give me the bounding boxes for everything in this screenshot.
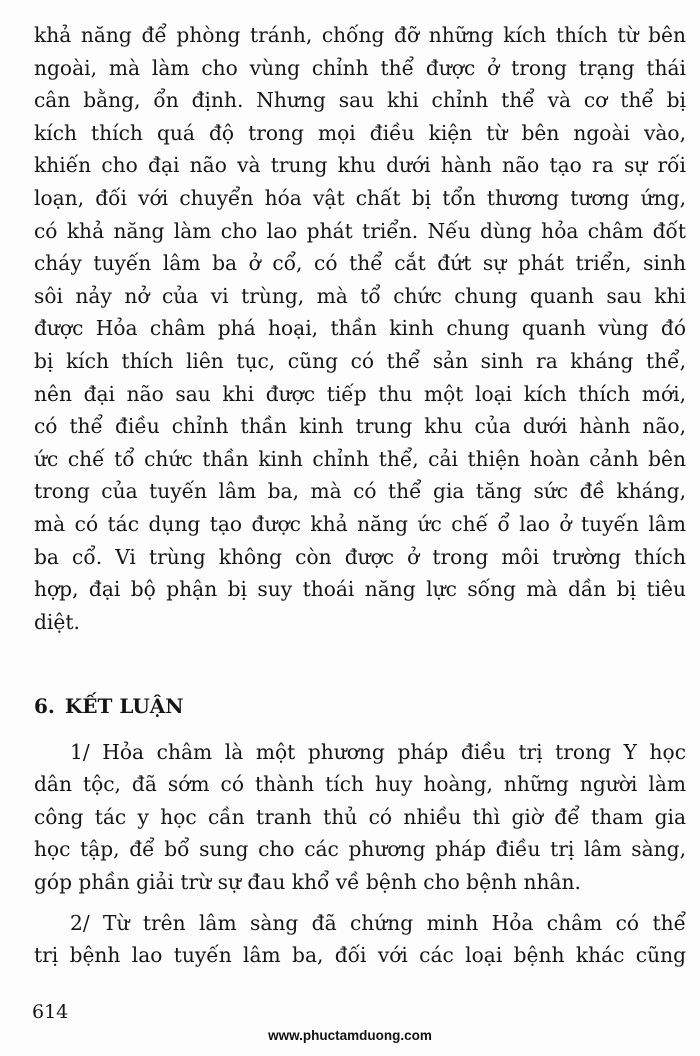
text-line: cân bằng, ổn định. Nhưng sau khi chỉnh thể và cơ thể bị bbox=[34, 88, 686, 113]
text-line: góp phần giải trừ sự đau khổ về bệnh cho bệnh nhân. bbox=[34, 869, 581, 894]
page-number: 614 bbox=[32, 1001, 69, 1023]
text-line: có khả năng làm cho lao phát triển. Nếu dùng hỏa châm đốt bbox=[34, 218, 686, 243]
text-line: ức chế tổ chức thần kinh chỉnh thể, cải thiện hoàn cảnh bên bbox=[34, 446, 686, 471]
footer-url: www.phuctamduong.com bbox=[268, 1028, 432, 1043]
text-line: học tập, để bổ sung cho các phương pháp điều trị lâm sàng, bbox=[34, 837, 686, 862]
text-line: 2/ Từ trên lâm sàng đã chứng minh Hỏa châm có thể bbox=[70, 911, 686, 936]
text-line: trong của tuyến lâm ba, mà có thể gia tăng sức đề kháng, bbox=[34, 479, 686, 504]
text-line: sôi nảy nở của vi trùng, mà tổ chức chung quanh sau khi bbox=[34, 283, 686, 308]
text-line: khả năng để phòng tránh, chống đỡ những kích thích từ bên bbox=[34, 23, 686, 47]
text-line: ba cổ. Vi trùng không còn được ở trong môi trường thích bbox=[34, 544, 686, 569]
text-line: cháy tuyến lâm ba ở cổ, có thể cắt đứt sự phát triển, sinh bbox=[34, 251, 686, 276]
paragraph-2 bbox=[34, 907, 686, 972]
section-title: KẾT LUẬN bbox=[64, 694, 184, 718]
text-line: trị bệnh lao tuyến lâm ba, đối với các loại bệnh khác cũng bbox=[34, 943, 686, 968]
text-line: công tác y học cần tranh thủ có nhiều thì giờ để tham gia bbox=[34, 804, 686, 829]
text-line: bị kích thích liên tục, cũng có thể sản sinh ra kháng thể, bbox=[34, 348, 686, 373]
text-line: loạn, đối với chuyển hóa vật chất bị tổn thương tương ứng, bbox=[34, 185, 686, 210]
section-number: 6. bbox=[34, 694, 55, 718]
text-line: mà có tác dụng tạo được khả năng ức chế ổ lao ở tuyến lâm bbox=[34, 511, 686, 536]
section-heading bbox=[34, 692, 184, 720]
text-line: 1/ Hỏa châm là một phương pháp điều trị trong Y học bbox=[70, 740, 686, 764]
text-line: khiến cho đại não và trung khu dưới hành não tạo ra sự rối bbox=[34, 153, 686, 178]
text-line: diệt. bbox=[34, 609, 80, 634]
text-line: nên đại não sau khi được tiếp thu một loại kích thích mới, bbox=[34, 381, 686, 406]
paragraph-1 bbox=[34, 736, 686, 898]
text-line: hợp, đại bộ phận bị suy thoái năng lực sống mà dần bị tiêu bbox=[34, 577, 686, 602]
body-paragraph bbox=[34, 19, 686, 638]
paragraph-gap bbox=[34, 898, 686, 907]
text-line: kích thích quá độ trong mọi điều kiện từ bên ngoài vào, bbox=[34, 120, 686, 145]
text-line: có thể điều chỉnh thần kinh trung khu của dưới hành não, bbox=[34, 414, 686, 439]
text-line: được Hỏa châm phá hoại, thần kinh chung quanh vùng đó bbox=[34, 316, 686, 341]
section-body bbox=[34, 736, 686, 972]
text-line: dân tộc, đã sớm có thành tích huy hoàng, những người làm bbox=[34, 772, 686, 797]
text-line: ngoài, mà làm cho vùng chỉnh thể được ở trong trạng thái bbox=[34, 55, 686, 80]
